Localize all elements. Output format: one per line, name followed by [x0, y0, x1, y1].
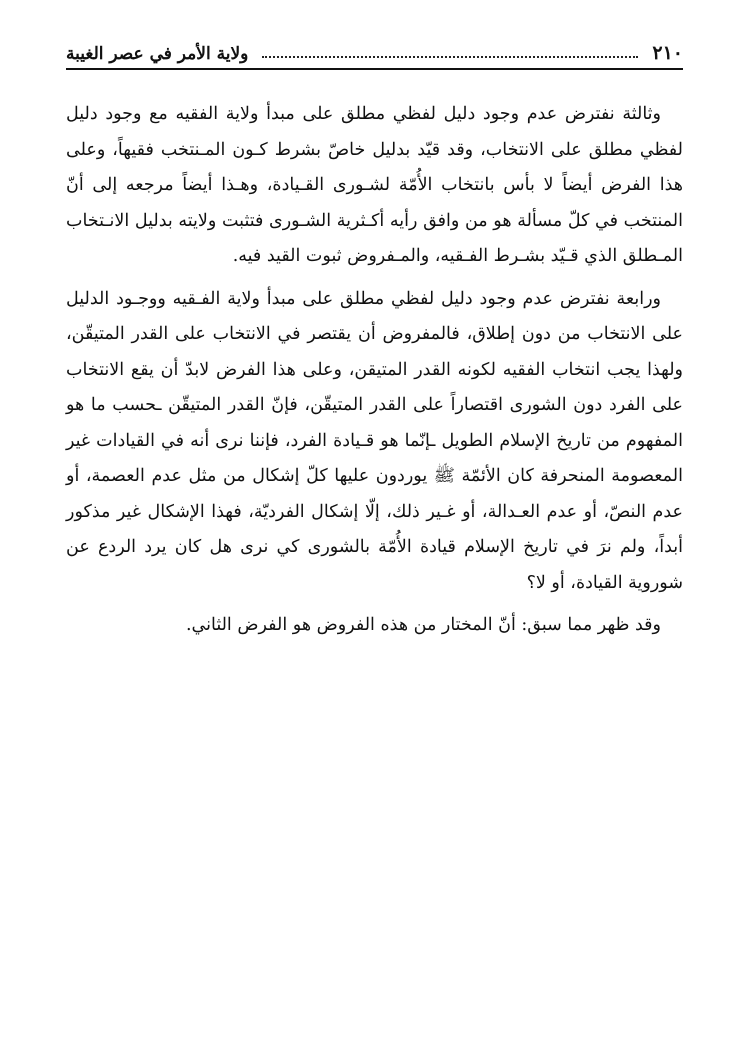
running-title: ولاية الأمر في عصر الغيبة	[66, 44, 249, 64]
page-number: ٢١٠	[652, 42, 683, 64]
paragraph-2: ورابعة نفترض عدم وجود دليل لفظي مطلق على مبدأ ولاية الفـقيه ووجـود الدليل على الانتخاب من دون إطلاق، فالمفروض أن يقتصر في الانتخاب على القدر المتيقّن، ولهذا يجب انتخاب الفقيه لكونه القدر المتيقن، وعلى هذا الفرض لابدّ أن يقع الانتخاب على الفرد دون الشورى اقتصاراً على القدر المتيقّن، فإنّ القدر المتيقّن ـحسب ما هو المفهوم من تاريخ الإسلام الطويل ـإنّما هو قـيادة الفرد، فإننا نرى أنه في القيادات غير المعصومة المنحرفة كان الأئمّة ﷺ يوردون عليها كلّ إشكال من مثل عدم العصمة، أو عدم النصّ، أو عدم العـدالة، أو غـير ذلك، إلّا إشكال الفرديّة، فهذا الإشكال غير مذكور أبداً، ولم نرَ في تاريخ الإسلام قيادة الأُمّة بالشورى كي نرى هل كان يرد الردع عن شوروية القيادة، أو لا؟	[66, 288, 683, 593]
header-dot-leader	[262, 50, 638, 58]
page-header	[66, 36, 683, 70]
paragraph-3: وقد ظهر مما سبق: أنّ المختار من هذه الفروض هو الفرض الثاني.	[185, 615, 661, 635]
body-text	[66, 97, 683, 644]
paragraph-1: وثالثة نفترض عدم وجود دليل لفظي مطلق على مبدأ ولاية الفقيه مع وجود دليل لفظي مطلق على الانتخاب، وقد قيّد بدليل خاصّ بشرط كـون المـنتخب فقيهاً، وعلى هذا الفرض أيضاً لا بأس بانتخاب الأُمّة لشـورى القـيادة، وهـذا أيضاً مرجعه إلى أنّ المنتخب في كلّ مسألة هو من وافق رأيه أكـثرية الشـورى فتثبت ولايته بدليل الانـتخاب المـطلق الذي قـيّد بشـرط الفـقيه، والمـفروض ثبوت القيد فيه.	[66, 104, 683, 266]
